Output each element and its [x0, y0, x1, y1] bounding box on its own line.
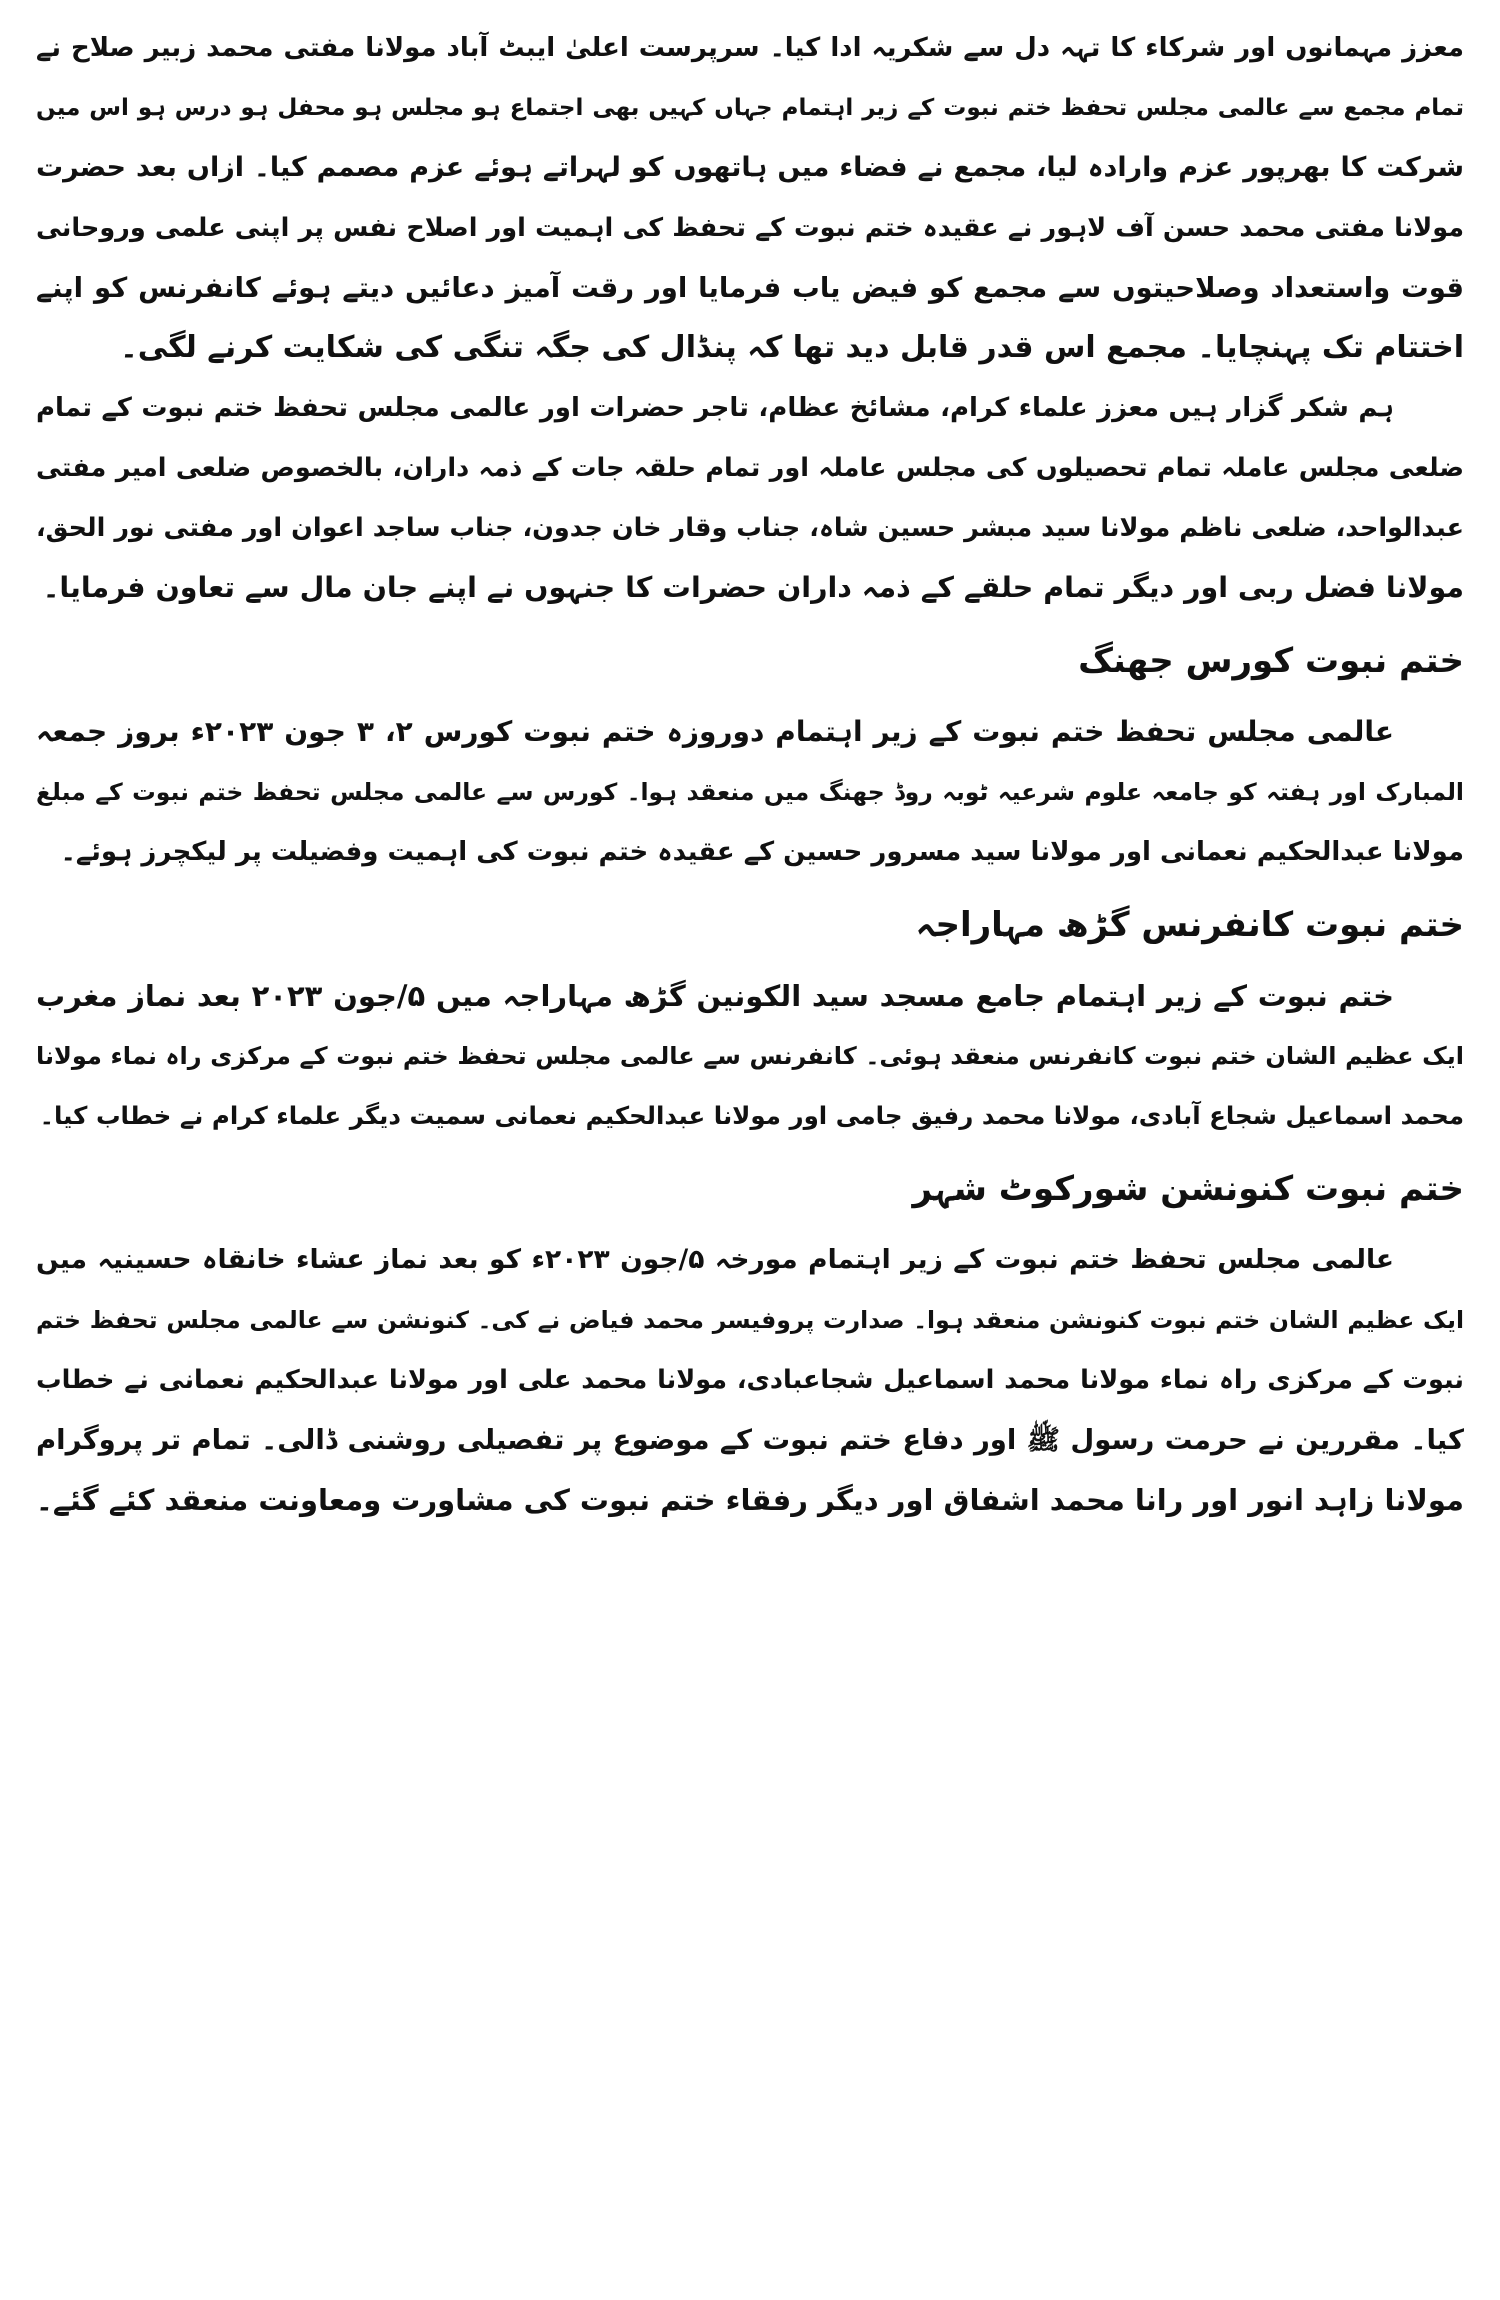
- text-line: ہم شکر گزار ہیں معزز علماء کرام، مشائخ عظام، تاجر حضرات اور عالمی مجلس تحفظ ختم نبوت کے تمام: [36, 393, 1394, 423]
- text-line: قوت واستعداد وصلاحیتوں سے مجمع کو فیض یاب فرمایا اور رقت آمیز دعائیں دیتے ہوئے کانفرنس کو اپنے: [36, 272, 1464, 304]
- text-line: عالمی مجلس تحفظ ختم نبوت کے زیر اہتمام مورخہ ۵/جون ۲۰۲۳ء کو بعد نماز عشاء خانقاہ حسینیہ میں: [36, 1244, 1394, 1275]
- text-line: المبارک اور ہفتہ کو جامعہ علوم شرعیہ ٹوبہ روڈ جھنگ میں منعقد ہوا۔ کورس سے عالمی مجلس تحفظ ختم نبوت کے مبلغ: [36, 778, 1464, 806]
- text-line: محمد اسماعیل شجاع آبادی، مولانا محمد رفیق جامی اور مولانا عبدالحکیم نعمانی سمیت دیگر علماء کرام نے خطاب کیا۔: [39, 1101, 1464, 1130]
- text-line: نبوت کے مرکزی راہ نماء مولانا محمد اسماعیل شجاعبادی، مولانا محمد علی اور مولانا عبدالحکیم نعمانی نے خطاب: [36, 1365, 1464, 1395]
- section-conference-garh-maharaja: [36, 890, 1464, 1146]
- text-line: مولانا فضل ربی اور دیگر تمام حلقے کے ذمہ داران حضرات کا جنہوں نے اپنے جان مال سے تعاون فرمایا۔: [42, 571, 1464, 604]
- text-line: ایک عظیم الشان ختم نبوت کنونشن منعقد ہوا۔ صدارت پروفیسر محمد فیاض نے کی۔ کنونشن سے عالمی مجلس تحفظ ختم: [36, 1306, 1464, 1334]
- text-line: معزز مہمانوں اور شرکاء کا تہہ دل سے شکریہ ادا کیا۔ سرپرست اعلیٰ ایبٹ آباد مولانا مفتی محمد زبیر صلاح نے: [36, 33, 1464, 63]
- text-line: مولانا مفتی محمد حسن آف لاہور نے عقیدہ ختم نبوت کے تحفظ کی اہمیت اور اصلاح نفس پر اپنی علمی وروحانی: [36, 213, 1464, 243]
- text-line: مولانا زاہد انور اور رانا محمد اشفاق اور دیگر رفقاء ختم نبوت کی مشاورت ومعاونت منعقد کئے گئے۔: [36, 1483, 1464, 1517]
- text-line: عبدالواحد، ضلعی ناظم مولانا سید مبشر حسین شاہ، جناب وقار خان جدون، جناب ساجد اعوان اور مفتی نور الحق،: [36, 513, 1464, 543]
- text-line: ایک عظیم الشان ختم نبوت کانفرنس منعقد ہوئی۔ کانفرنس سے عالمی مجلس تحفظ ختم نبوت کے مرکزی راہ نماء مولانا: [36, 1042, 1464, 1070]
- paragraph-conference-closing: [36, 18, 1464, 378]
- section-heading: ختم نبوت کنونشن شورکوٹ شہر: [912, 1169, 1464, 1209]
- text-line: عالمی مجلس تحفظ ختم نبوت کے زیر اہتمام دوروزہ ختم نبوت کورس ۲، ۳ جون ۲۰۲۳ء بروز جمعہ: [36, 715, 1395, 748]
- section-heading: ختم نبوت کانفرنس گڑھ مہاراجہ: [915, 905, 1464, 945]
- section-heading: ختم نبوت کورس جھنگ: [1078, 641, 1464, 681]
- text-line: ضلعی مجلس عاملہ تمام تحصیلوں کی مجلس عاملہ اور تمام حلقہ جات کے ذمہ داران، بالخصوص ضلعی امیر مفتی: [36, 453, 1464, 483]
- text-line: ختم نبوت کے زیر اہتمام جامع مسجد سید الکونین گڑھ مہاراجہ میں ۵/جون ۲۰۲۳ بعد نماز مغرب: [36, 979, 1394, 1013]
- section-course-jhang: [36, 626, 1464, 882]
- text-line: کیا۔ مقررین نے حرمت رسول ﷺ اور دفاع ختم نبوت کے موضوع پر تفصیلی روشنی ڈالی۔ تمام تر پروگرام: [36, 1424, 1464, 1456]
- text-line: تمام مجمع سے عالمی مجلس تحفظ ختم نبوت کے زیر اہتمام جہاں کہیں بھی اجتماع ہو مجلس ہو محفل ہو درس ہو اس میں: [36, 95, 1464, 121]
- text-line: اختتام تک پہنچایا۔ مجمع اس قدر قابل دید تھا کہ پنڈال کی جگہ تنگی کی شکایت کرنے لگی۔: [120, 330, 1464, 365]
- paragraph-acknowledgements: [36, 378, 1464, 618]
- text-line: شرکت کا بھرپور عزم وارادہ لیا، مجمع نے فضاء میں ہاتھوں کو لہراتے ہوئے عزم مصمم کیا۔ ازاں بعد حضرت: [36, 152, 1464, 183]
- section-convention-shorkot: [36, 1154, 1464, 1530]
- text-line: مولانا عبدالحکیم نعمانی اور مولانا سید مسرور حسین کے عقیدہ ختم نبوت کی اہمیت وفضیلت پر لیکچرز ہوئے۔: [60, 837, 1464, 867]
